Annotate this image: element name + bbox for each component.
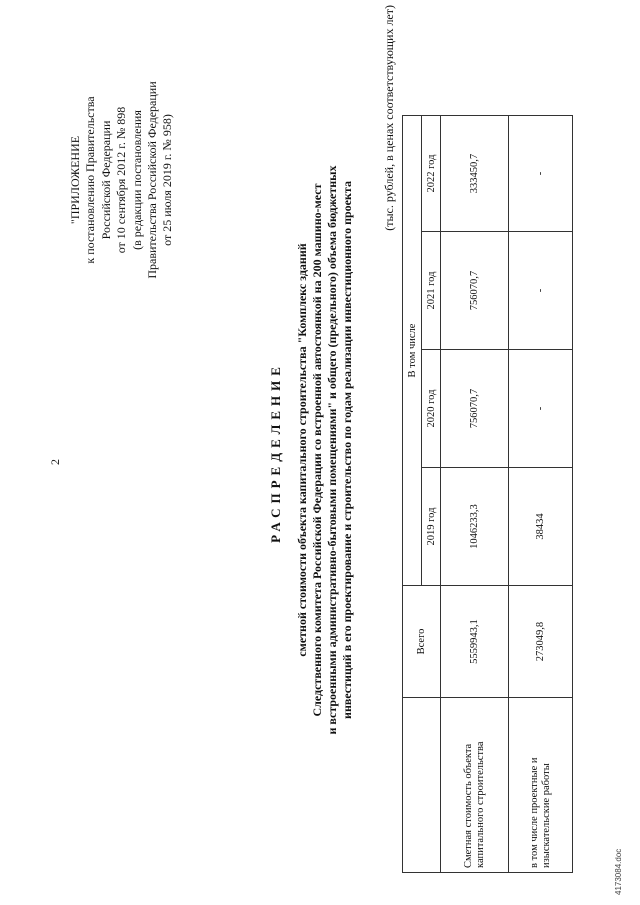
appendix-line: Российской Федерации xyxy=(98,120,113,240)
row-total: 273049,8 xyxy=(509,586,573,698)
appendix-line: от 10 сентября 2012 г. № 898 xyxy=(114,106,129,254)
row-value: 38434 xyxy=(509,468,573,586)
appendix-line: Правительства Российской Федерации xyxy=(145,81,160,279)
header-year: 2019 год xyxy=(422,468,441,586)
subtitle-line: Следственного комитета Российской Федерации со встроенной автостоянкой на 200 машино-мест xyxy=(310,183,324,717)
row-value: - xyxy=(509,116,573,232)
row-value: 333450,7 xyxy=(441,116,509,232)
appendix-line: от 25 июля 2019 г. № 958) xyxy=(160,114,175,246)
file-stamp: 4173084.doc xyxy=(614,848,623,895)
page-number: 2 xyxy=(48,459,62,465)
header-year: 2022 год xyxy=(422,116,441,232)
row-value: - xyxy=(509,350,573,468)
appendix-line: "ПРИЛОЖЕНИЕ xyxy=(68,135,82,225)
subtitle-line: инвестиций в его проектирование и строительство по годам реализации инвестиционного проекта xyxy=(340,181,354,719)
document-subtitle xyxy=(295,145,355,755)
cost-distribution-table xyxy=(402,115,573,873)
document-title: РАСПРЕДЕЛЕНИЕ xyxy=(268,362,283,543)
table-row xyxy=(509,116,573,873)
table-header-row xyxy=(403,116,422,873)
header-total: Всего xyxy=(403,586,441,698)
table-row xyxy=(441,116,509,873)
row-value: - xyxy=(509,232,573,350)
row-label: в том числе проектные и изыскательские работы xyxy=(509,698,573,873)
subtitle-line: и встроенными административно-бытовыми помещениями" и общего (предельного) объема бюджетных xyxy=(325,165,339,735)
appendix-header xyxy=(68,15,176,345)
appendix-line: к постановлению Правительства xyxy=(83,96,98,264)
row-value: 756070,7 xyxy=(441,350,509,468)
header-group: В том числе xyxy=(403,116,422,586)
header-year: 2020 год xyxy=(422,350,441,468)
header-empty-cell xyxy=(403,698,441,873)
subtitle-line: сметной стоимости объекта капитального строительства "Комплекс зданий xyxy=(295,243,309,657)
row-value: 756070,7 xyxy=(441,232,509,350)
header-year: 2021 год xyxy=(422,232,441,350)
units-note: (тыс. рублей, в ценах соответствующих лет) xyxy=(382,5,396,231)
row-value: 1046233,3 xyxy=(441,468,509,586)
row-label: Сметная стоимость объекта капитального строительства xyxy=(441,698,509,873)
appendix-line: (в редакции постановления xyxy=(129,110,144,250)
row-total: 5559943,1 xyxy=(441,586,509,698)
